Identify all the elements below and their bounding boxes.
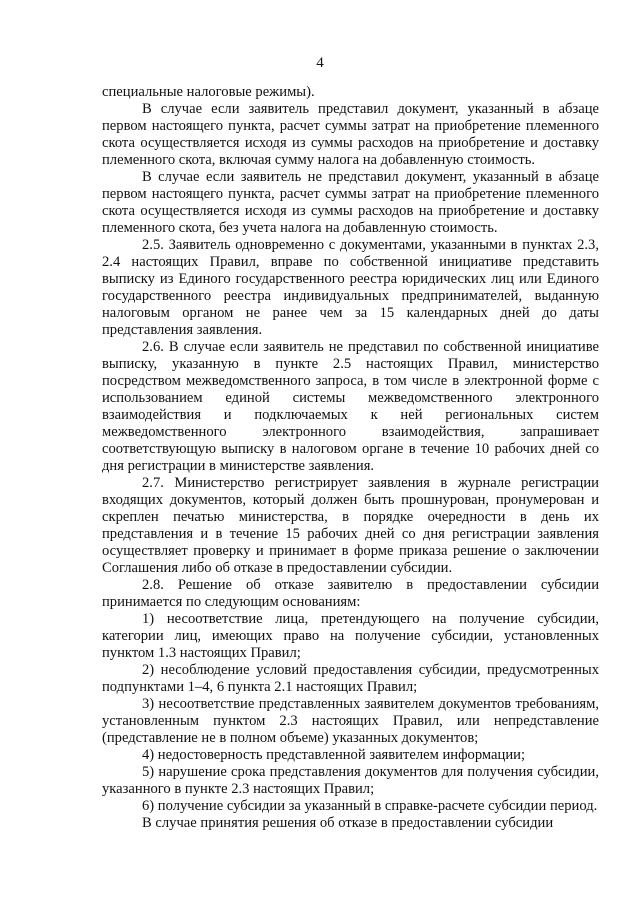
- list-item-2: 2) несоблюдение условий предоставления субсидии, предусмотренных подпунктами 1–4, 6 пункта 2.1 настоящих Правил;: [102, 662, 599, 695]
- paragraph-continuation: специальные налоговые режимы).: [102, 84, 315, 100]
- list-item-1: 1) несоответствие лица, претендующего на получение субсидии, категории лиц, имеющих право на получение субсидии, установленных пунктом 1.3 настоящих Правил;: [102, 611, 599, 661]
- document-body: [102, 84, 599, 832]
- paragraph-2-5: 2.5. Заявитель одновременно с документами, указанными в пунктах 2.3, 2.4 настоящих Правил, вправе по собственной инициативе представить выписку из Единого государственного реестра юридических лиц или Единого государственного реестра индивидуальных предпринимателей, выданную налоговым органом не ранее чем за 15 календарных дней до даты представления заявления.: [102, 237, 599, 338]
- paragraph-2-7: 2.7. Министерство регистрирует заявления в журнале регистрации входящих документов, который должен быть прошнурован, пронумерован и скреплен печатью министерства, в порядке очередности в день их представления и в течение 15 рабочих дней со дня регистрации заявления осуществляет проверку и принимает в форме приказа решение о заключении Соглашения либо об отказе в предоставлении субсидии.: [102, 475, 599, 576]
- list-item-6: 6) получение субсидии за указанный в справке-расчете субсидии период.: [142, 798, 598, 814]
- paragraph-2-8: 2.8. Решение об отказе заявителю в предоставлении субсидии принимается по следующим основаниям:: [102, 577, 599, 610]
- paragraph-vat-excluded: В случае если заявитель не представил документ, указанный в абзаце первом настоящего пункта, расчет суммы затрат на приобретение племенного скота осуществляется исходя из суммы расходов на приобретение и доставку племенного скота, без учета налога на добавленную стоимость.: [102, 169, 599, 236]
- paragraph-2-6: 2.6. В случае если заявитель не представил по собственной инициативе выписку, указанную в пункте 2.5 настоящих Правил, министерство посредством межведомственного запроса, в том числе в электронной форме с использованием единой системы межведомственного электронного взаимодействия и подключаемых к ней региональных систем межведомственного электронного взаимодействия, запрашивает соответствующую выписку в налоговом органе в течение 10 рабочих дней со дня регистрации в министерстве заявления.: [102, 339, 599, 474]
- page-number: 4: [316, 55, 324, 71]
- list-item-3: 3) несоответствие представленных заявителем документов требованиям, установленным пунктом 2.3 настоящих Правил, или непредставление (представление не в полном объеме) указанных документов;: [102, 696, 599, 746]
- paragraph-refusal: В случае принятия решения об отказе в предоставлении субсидии: [142, 815, 554, 831]
- list-item-5: 5) нарушение срока представления документов для получения субсидии, указанного в пункте 2.3 настоящих Правил;: [102, 764, 599, 797]
- paragraph-vat-included: В случае если заявитель представил документ, указанный в абзаце первом настоящего пункта, расчет суммы затрат на приобретение племенного скота осуществляется исходя из суммы расходов на приобретение и доставку племенного скота, включая сумму налога на добавленную стоимость.: [102, 101, 599, 168]
- list-item-4: 4) недостоверность представленной заявителем информации;: [142, 747, 526, 763]
